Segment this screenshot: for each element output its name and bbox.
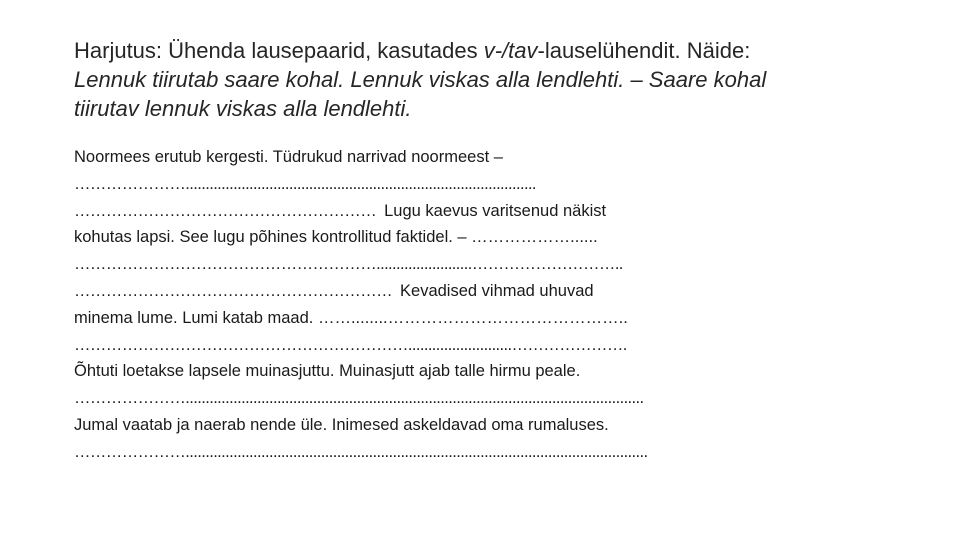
exercise-text: Kevadised vihmad uhuvad — [400, 281, 594, 300]
exercise-line — [74, 278, 934, 305]
heading-example-line-1: Lennuk tiirutab saare kohal. Lennuk viskas alla lendlehti. – Saare kohal — [74, 67, 767, 92]
exercise-body — [74, 144, 934, 466]
answer-blank: ………………………………………………………..........................…………………. — [74, 335, 627, 354]
answer-blank: ………………………………………………… — [74, 201, 377, 220]
exercise-line: Õhtuti loetakse lapsele muinasjuttu. Muinasjutt ajab talle hirmu peale. — [74, 362, 581, 381]
heading-instruction: Harjutus: Ühenda lausepaarid, kasutades — [74, 38, 484, 63]
answer-blank: …………………………………………………… — [74, 281, 393, 300]
exercise-line: Noormees erutub kergesti. Tüdrukud narrivad noormeest – — [74, 148, 503, 166]
answer-blank: ………………….................................................................................................................... — [74, 442, 648, 461]
heading-suffix: v-/tav — [483, 38, 538, 63]
heading-example-line-2: tiirutav lennuk viskas alla lendlehti. — [74, 96, 412, 121]
exercise-heading — [74, 36, 894, 123]
exercise-text: Lugu kaevus varitsenud näkist — [384, 201, 607, 220]
exercise-line: kohutas lapsi. See lugu põhines kontrollitud faktidel. – ………………...... — [74, 228, 598, 247]
answer-blank: …………………........................................................................................ — [74, 174, 536, 193]
exercise-line: Jumal vaatab ja naerab nende üle. Inimesed askeldavad oma rumaluses. — [74, 415, 609, 434]
heading-line-1 — [74, 36, 894, 65]
heading-instruction-end: -lauselühendit. Näide: — [537, 38, 751, 63]
exercise-line — [74, 198, 934, 225]
answer-blank: …………………………………………………........................……………………….. — [74, 255, 623, 274]
exercise-line: minema lume. Lumi katab maad. ……........…………………………………….. — [74, 308, 628, 327]
answer-blank: …………………................................................................................................................... — [74, 389, 644, 408]
